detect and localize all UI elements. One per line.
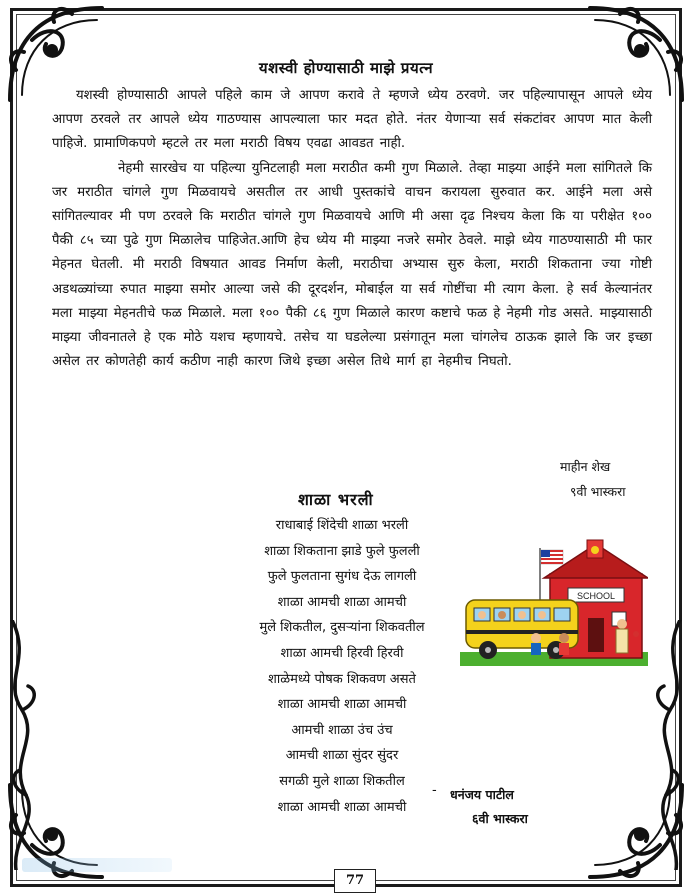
child-figure (531, 643, 541, 655)
essay-body (52, 84, 652, 374)
school-bus-illustration (460, 538, 648, 672)
poem-line: राधाबाई शिंदेची शाळा भरली (275, 518, 409, 533)
poem-author-block (450, 783, 528, 831)
essay-author-class: ९वी भास्करा (570, 484, 626, 499)
poem-title: शाळा भरली (298, 490, 374, 509)
essay-title: यशस्वी होण्यासाठी माझे प्रयत्न (258, 59, 434, 77)
essay-author-name: माहीन शेख (560, 459, 611, 474)
poem-line: शाळेमध्ये पोषक शिकवण असते (268, 671, 416, 687)
school-door (588, 618, 604, 652)
bell-icon (591, 546, 599, 554)
poem-line: सगळी मुले शाळा शिकतील (279, 773, 405, 789)
side-scroll-ornament-left (2, 620, 46, 870)
poem-line: शाळा आमची शाळा आमची (277, 799, 407, 815)
child-figure (559, 643, 569, 655)
essay-author-block (560, 454, 626, 504)
apple-icon (633, 631, 639, 637)
essay-paragraph-1: यशस्वी होण्यासाठी आपले पहिले काम जे आपण करावे ते म्हणजे ध्येय ठरवणे. जर पहिल्यापासून आपले ध्येय आपण ठरवले तर आपले ध्येय गाठण्यास आपल्याला फार मदत होते. नंतर येणाऱ्या सर्व संकटांवर आपण मात केली पाहिजे. प्रामाणिकपणे म्हटले तर मला मराठी विषय एवढा आवडत नाही. (52, 88, 652, 152)
poem-body (222, 513, 462, 820)
poem-author-dash: - (432, 783, 437, 798)
essay-paragraph-2: नेहमी सारखेच या पहिल्या युनिटलाही मला मराठीत कमी गुण मिळाले. तेव्हा माझ्या आईने मला सांगितले कि जर मराठीत चांगले गुण मिळवायचे असतील तर आधी पुस्तकांचे वाचन करायला सुरुवात कर. आईने मला असे सांगितल्यावर मी पण ठरवले कि मराठीत चांगले गुण मिळवायचे आणि मी असा दृढ निश्चय केला कि या परीक्षेत १०० पैकी ८५ च्या पुढे गुण मिळालेच पाहिजेत.आणि हेच ध्येय मी माझ्या नजरे समोर ठेवले. माझे ध्येय गाठण्यासाठी मी फार मेहनत घेतली. मी मराठी विषयात आवड निर्माण केली, मराठीचा अभ्यास सुरु केला, मराठी शिकताना ज्या गोष्टी अडथळ्यांच्या रुपात माझ्या समोर आल्या जसे की दूरदर्शन, मोबाईल या सर्व गोष्टींचा मी त्याग केला. हे सर्व केल्यानंतर मला माझ्या मेहनतीचे फळ मिळाले. मला १०० पैकी ८६ गुण मिळाले कारण कष्टाचे फळ हे नेहमी गोड असते. माझ्यासाठी माझ्या जीवनातले हे एक मोठे यशच म्हणायचे. तसेच या घडलेल्या प्रसंगातून मला चांगलेच ठाऊक झाले कि जर इच्छा असेल तर कोणतेही कार्य कठीण नाही कारण जिथे इच्छा असेल तिथे मार्ग हा नेहमीच निघतो. (52, 160, 652, 370)
poem-line: आमची शाळा उंच उंच (291, 722, 393, 738)
poem-author-name: धनंजय पाटील (450, 787, 514, 802)
poem-line: मुले शिकतील, दुसऱ्यांना शिकवतील (259, 620, 425, 636)
poem-line: आमची शाळा सुंदर सुंदर (285, 748, 399, 764)
watermark-strip (22, 858, 172, 872)
school-sign-text: SCHOOL (576, 591, 616, 601)
page-number: 77 (334, 869, 376, 893)
poem-line: शाळा शिकताना झाडे फुले फुलली (264, 543, 420, 559)
poem-line: शाळा आमची शाळा आमची (277, 594, 407, 610)
poem-line: फुले फुलताना सुगंध देऊ लागली (267, 569, 417, 585)
poem-line: शाळा आमची शाळा आमची (277, 697, 407, 713)
poem-line: शाळा आमची हिरवी हिरवी (280, 645, 404, 661)
poem-author-class: ६वी भास्करा (472, 811, 528, 826)
side-scroll-ornament-right (646, 620, 690, 870)
teacher-figure (616, 629, 628, 653)
